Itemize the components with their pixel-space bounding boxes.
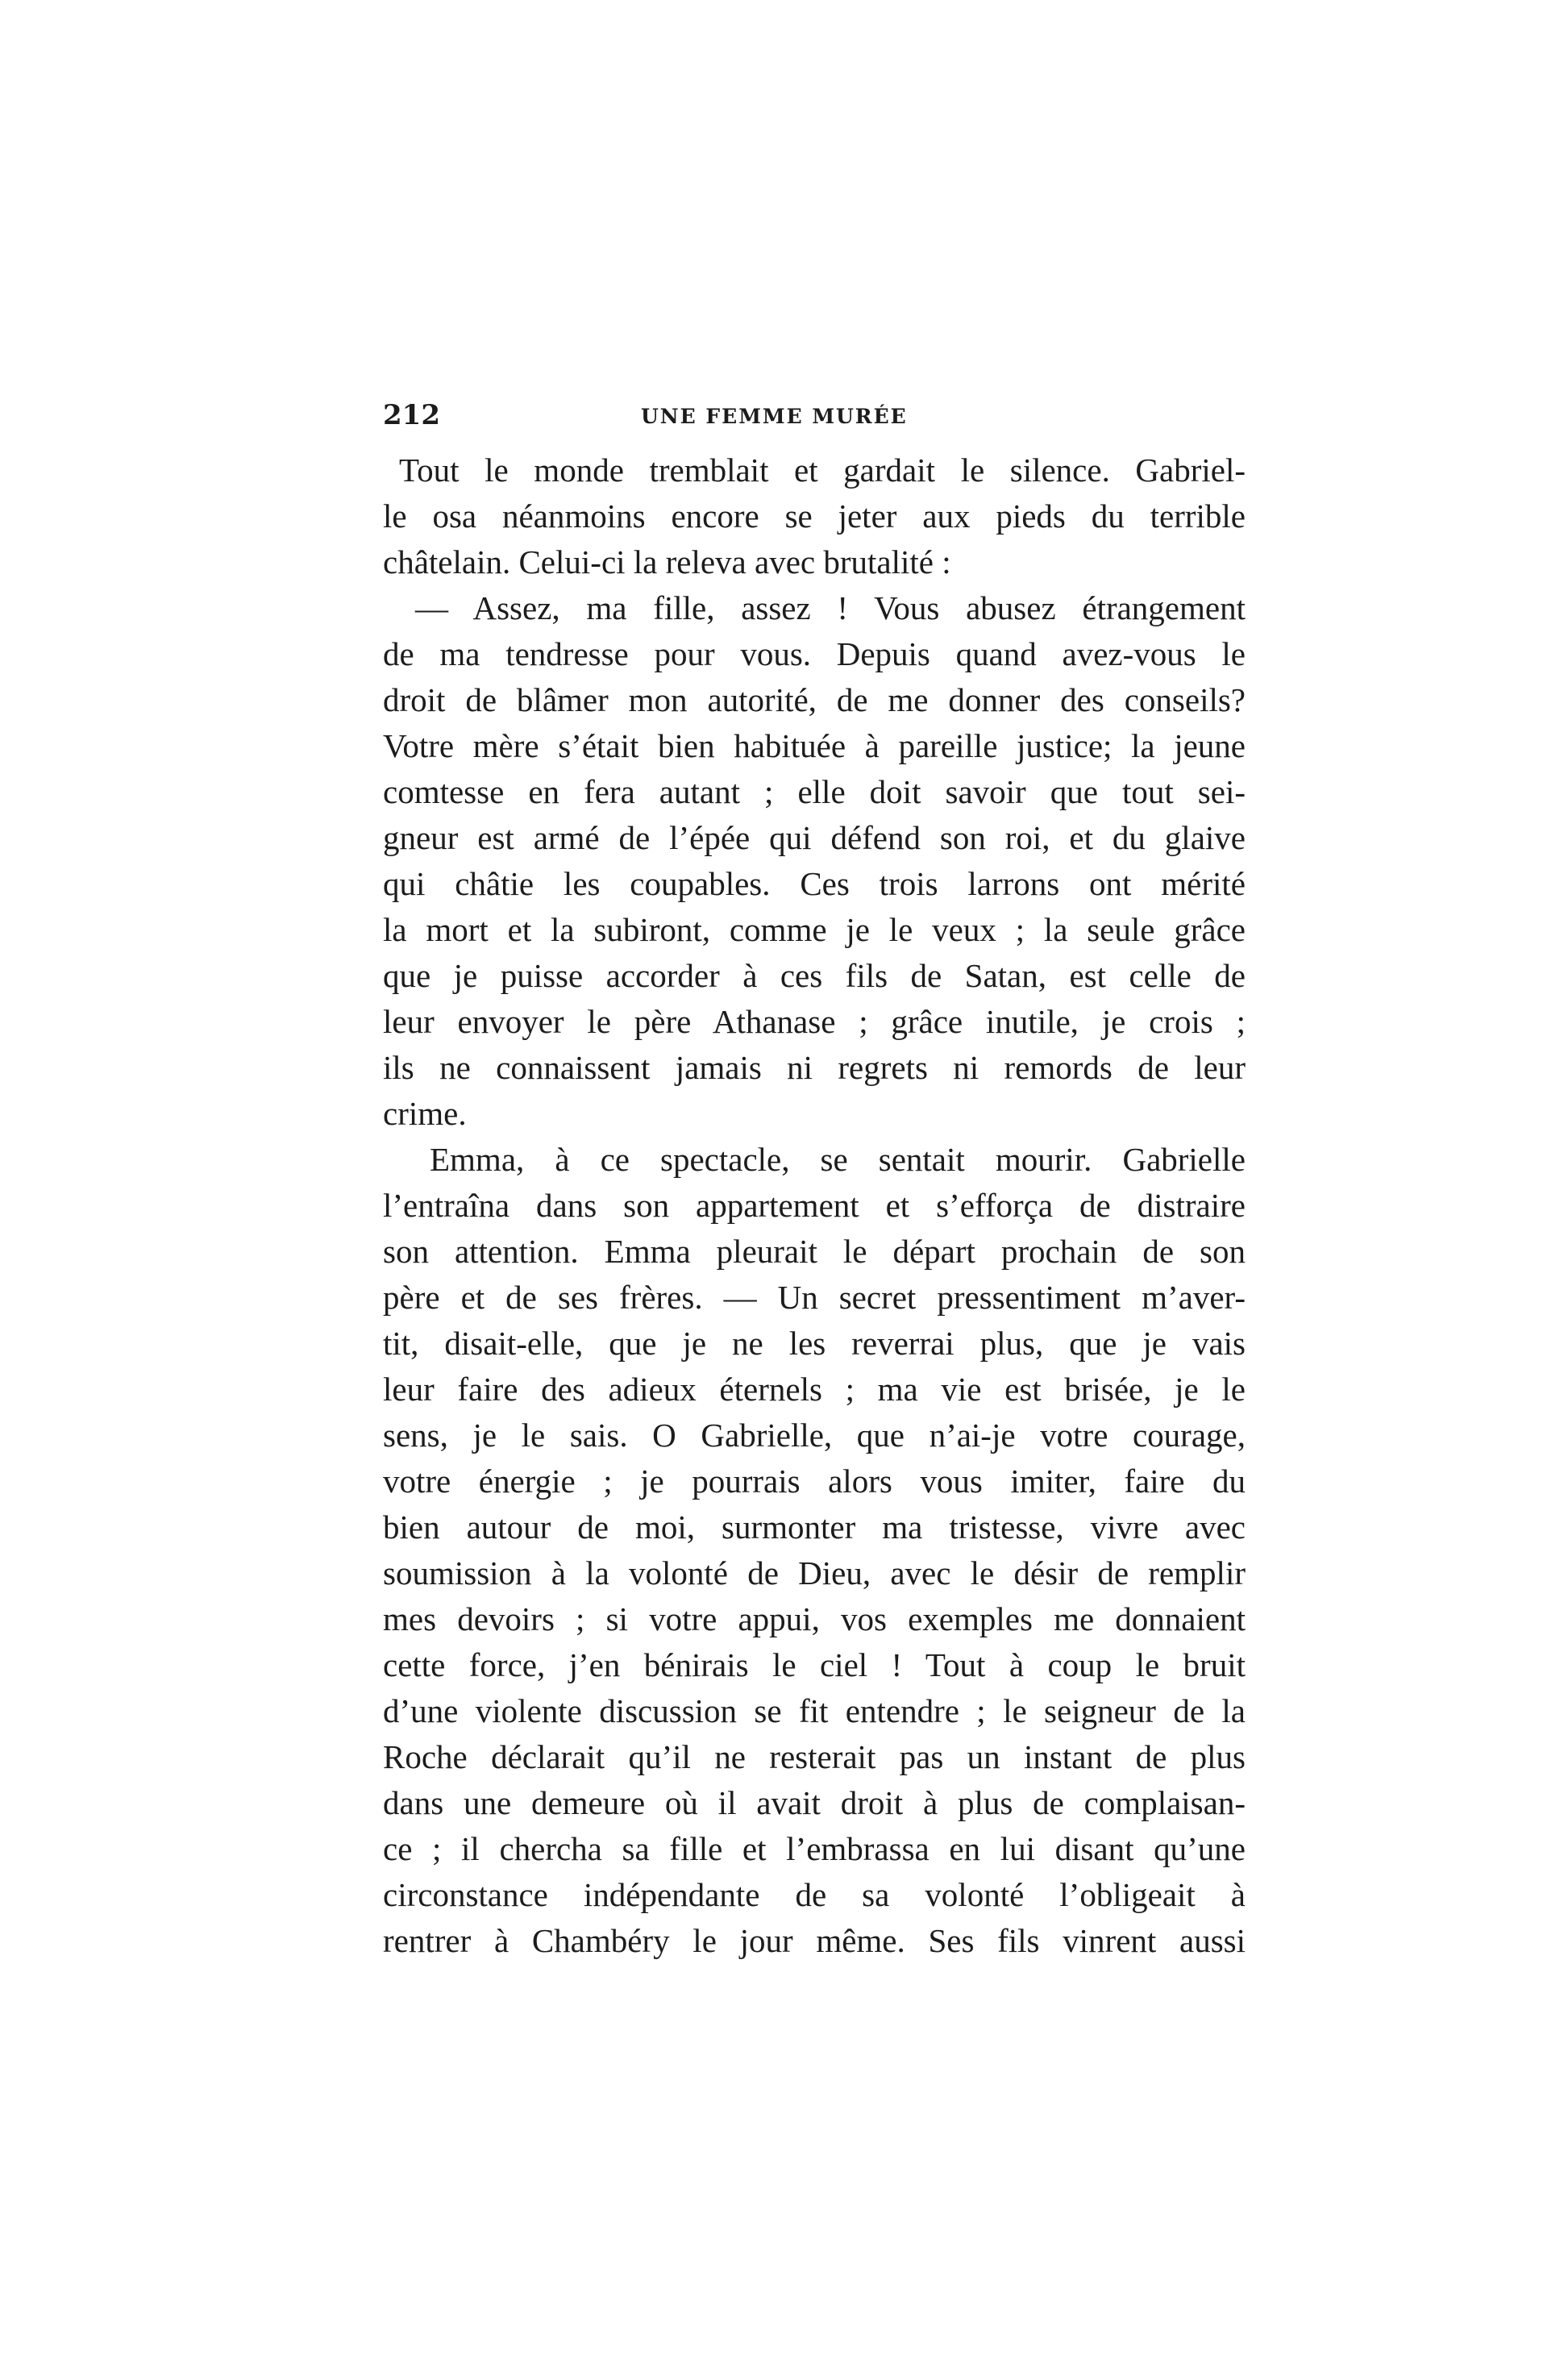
text-line: l’entraîna dans son appartement et s’efforça de distraire [383,1187,1246,1224]
text-line: circonstance indépendante de sa volonté l’obligeait à [383,1876,1246,1913]
text-line: père et de ses frères. — Un secret pressentiment m’aver- [383,1279,1246,1316]
text-line: sens, je le sais. O Gabrielle, que n’ai-je votre courage, [383,1417,1246,1454]
text-line: crime. [383,1095,467,1132]
text-line: que je puisse accorder à ces fils de Satan, est celle de [383,957,1246,994]
text-line: Emma, à ce spectacle, se sentait mourir. Gabrielle [430,1141,1246,1178]
text-line: soumission à la volonté de Dieu, avec le désir de remplir [383,1554,1246,1592]
text-line: châtelain. Celui-ci la releva avec brutalité : [383,543,951,580]
text-line: bien autour de moi, surmonter ma tristesse, vivre avec [383,1508,1246,1546]
text-line: qui châtie les coupables. Ces trois larrons ont mérité [383,865,1246,902]
text-line: comtesse en fera autant ; elle doit savoir que tout sei- [383,773,1246,810]
book-title: UNE FEMME MURÉE [641,405,908,428]
text-line: d’une violente discussion se fit entendre ; le seigneur de la [383,1692,1246,1729]
text-line: Votre mère s’était bien habituée à pareille justice; la jeune [383,727,1246,764]
text-line: Tout le monde tremblait et gardait le silence. Gabriel- [399,451,1246,489]
text-line: cette force, j’en bénirais le ciel ! Tout à coup le bruit [383,1646,1246,1683]
body-text [383,447,1246,1964]
text-line: leur faire des adieux éternels ; ma vie est brisée, je le [383,1371,1246,1408]
text-line: dans une demeure où il avait droit à plus de complaisan- [383,1784,1246,1821]
text-line: la mort et la subiront, comme je le veux ; la seule grâce [383,911,1246,948]
text-line: ils ne connaissent jamais ni regrets ni remords de leur [383,1049,1246,1086]
text-line: tit, disait-elle, que je ne les reverrai plus, que je vais [383,1325,1246,1362]
text-line: gneur est armé de l’épée qui défend son roi, et du glaive [383,819,1246,856]
text-line: ce ; il chercha sa fille et l’embrassa en lui disant qu’une [383,1830,1246,1867]
text-line: mes devoirs ; si votre appui, vos exemples me donnaient [383,1600,1246,1637]
text-line: rentrer à Chambéry le jour même. Ses fils vinrent aussi [383,1922,1246,1959]
text-line: votre énergie ; je pourrais alors vous imiter, faire du [383,1463,1246,1500]
text-line: Roche déclarait qu’il ne resterait pas un instant de plus [383,1738,1246,1775]
page-number: 212 [383,399,440,431]
text-line: le osa néanmoins encore se jeter aux pieds du terrible [383,497,1246,535]
text-line: — Assez, ma fille, assez ! Vous abusez étrangement [415,589,1246,626]
running-head [383,395,1246,435]
text-line: de ma tendresse pour vous. Depuis quand avez-vous le [383,635,1246,672]
text-line: leur envoyer le père Athanase ; grâce inutile, je crois ; [383,1003,1246,1040]
text-line: droit de blâmer mon autorité, de me donner des conseils? [383,681,1246,718]
text-line: son attention. Emma pleurait le départ prochain de son [383,1233,1246,1270]
